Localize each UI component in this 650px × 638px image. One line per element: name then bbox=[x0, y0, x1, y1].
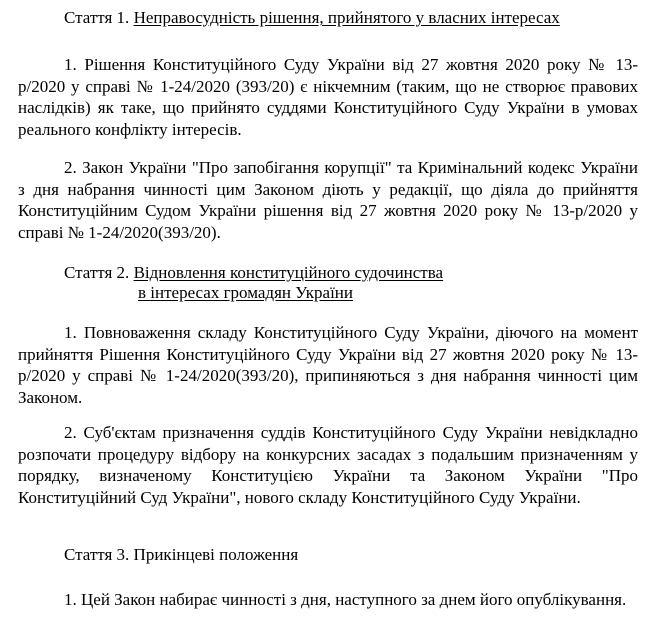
article-2-heading-prefix: Стаття 2. bbox=[64, 263, 134, 282]
article-2-heading-line2 bbox=[138, 283, 353, 303]
article-1-heading-rest: рішення, прийнятого у власних інтересах bbox=[255, 8, 560, 27]
article-1-heading-prefix: Стаття 1. bbox=[64, 8, 134, 27]
article-3-heading: Стаття 3. Прикінцеві положення bbox=[64, 545, 299, 564]
article-2-heading bbox=[64, 263, 443, 283]
article-2-paragraph-2: 2. Суб'єктам призначення суддів Конституційного Суду України невідкладно розпочати процедуру відбору на конкурсних засадах з подальшим призначенням у порядку, визначеному Конституцією України та Законом України "Про Конституційний Суд України", нового складу Конституційного Суду України. bbox=[18, 423, 638, 507]
article-1-paragraph-2: 2. Закон України "Про запобігання корупції" та Кримінальний кодекс України з дня набрання чинності цим Законом діють у редакції, що діяла до прийняття Конституційним Судом України рішення від 27 жовтня 2020 року № 13-р/2020 у справі № 1-24/2020(393/20). bbox=[18, 158, 638, 242]
article-1-paragraph-1: 1. Рішення Конституційного Суду України від 27 жовтня 2020 року № 13-р/2020 у справі № 1-24/2020 (393/20) є нікчемним (таким, що не створює правових наслідків) як таке, що прийнято суддями Конституційного Суду України в умовах реального конфлікту інтересів. bbox=[18, 55, 638, 139]
article-2-paragraph-1: 1. Повноваження складу Конституційного Суду України, діючого на момент прийняття Рішення Конституційного Суду України від 27 жовтня 2020 року № 13-р/2020 у справі № 1-24/2020(393/20), припиняються з дня набрання чинності цим Законом. bbox=[18, 323, 638, 407]
article-2-heading-line1: Відновлення конституційного судочинства bbox=[133, 263, 444, 282]
article-1-heading-word1: Неправосудність bbox=[133, 8, 256, 27]
article-3-paragraph-1: 1. Цей Закон набирає чинності з дня, наступного за днем його опублікування. bbox=[64, 590, 627, 609]
article-2-heading-line2-text: в інтересах громадян України bbox=[138, 283, 354, 302]
article-1-heading bbox=[64, 8, 560, 28]
